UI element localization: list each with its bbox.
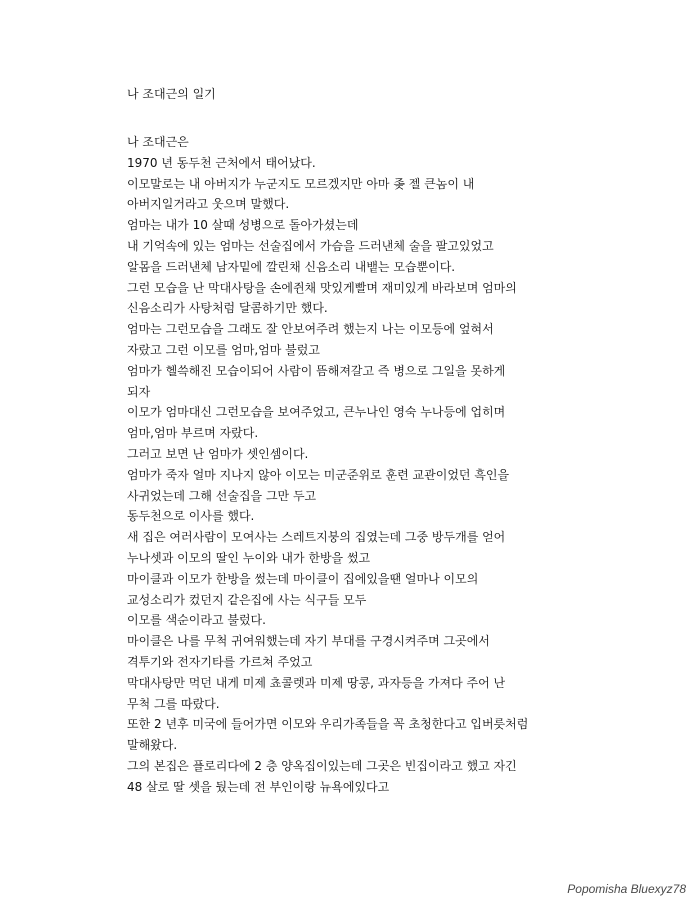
text-line: 알몸을 드러낸체 남자밑에 깔린채 신음소리 내뱉는 모습뿐이다. xyxy=(127,259,456,274)
text-line: 교성소리가 컸던지 같은집에 사는 식구들 모두 xyxy=(127,592,367,607)
text-line: 엄마는 내가 10 살때 성병으로 돌아가셨는데 xyxy=(127,218,359,233)
watermark: Popomisha Bluexyz78 xyxy=(567,882,686,896)
text-line: 신음소리가 사탕처럼 달콤하기만 했다. xyxy=(127,301,328,316)
text-line: 이모말로는 내 아버지가 누군지도 모르겠지만 아마 좆 젤 큰놈이 내 xyxy=(127,176,475,191)
document-title: 나 조대근의 일기 xyxy=(127,87,216,101)
text-line: 막대사탕만 먹던 내게 미제 쵸콜렛과 미제 땅콩, 과자등을 가져다 주어 난 xyxy=(127,675,506,690)
text-line: 되자 xyxy=(127,384,151,399)
text-line: 마이클과 이모가 한방을 썼는데 마이클이 집에있을땐 얼마나 이모의 xyxy=(127,571,479,586)
text-line: 엄마는 그런모습을 그래도 잘 안보여주려 했는지 나는 이모등에 엎혀서 xyxy=(127,322,494,337)
text-line: 동두천으로 이사를 했다. xyxy=(127,509,255,524)
text-line: 엄마가 헬쓱해진 모습이되어 사람이 뜸해져갈고 즉 병으로 그일을 못하게 xyxy=(127,363,506,378)
text-line: 엄마,엄마 부르며 자랐다. xyxy=(127,426,259,441)
text-line: 누나셋과 이모의 딸인 누이와 내가 한방을 썼고 xyxy=(127,550,371,565)
text-line: 이모를 색순이라고 불렀다. xyxy=(127,613,266,628)
text-line: 내 기억속에 있는 엄마는 선술집에서 가슴을 드러낸체 술을 팔고있었고 xyxy=(127,238,494,253)
text-line: 무척 그를 따랐다. xyxy=(127,696,220,711)
text-line: 또한 2 년후 미국에 들어가면 이모와 우리가족들을 꼭 초청한다고 입버릇처럼 xyxy=(127,717,529,732)
text-line: 1970 년 동두천 근처에서 태어났다. xyxy=(127,155,316,170)
text-line: 격투기와 전자기타를 가르쳐 주었고 xyxy=(127,654,313,669)
text-line: 이모가 엄마대신 그런모습을 보여주었고, 큰누나인 영숙 누나등에 업히며 xyxy=(127,405,506,420)
text-line: 48 살로 딸 셋을 뒀는데 전 부인이랑 뉴욕에있다고 xyxy=(127,779,390,794)
text-line: 마이클은 나를 무척 귀여워했는데 자기 부대를 구경시켜주며 그곳에서 xyxy=(127,634,490,649)
text-line: 자랐고 그런 이모를 엄마,엄마 불렀고 xyxy=(127,342,320,357)
text-line: 아버지일거라고 웃으며 말했다. xyxy=(127,197,290,212)
text-line: 그러고 보면 난 엄마가 셋인셈이다. xyxy=(127,446,309,461)
text-line: 새 집은 여러사람이 모여사는 스레트지붕의 집였는데 그중 방두개를 얻어 xyxy=(127,530,506,545)
text-line: 그런 모습을 난 막대사탕을 손에쥔채 맛있게빨며 재미있게 바라보며 엄마의 xyxy=(127,280,517,295)
text-line: 엄마가 죽자 얼마 지나지 않아 이모는 미군준위로 훈련 교관이었던 흑인을 xyxy=(127,467,510,482)
text-line: 나 조대근은 xyxy=(127,135,189,149)
document-body xyxy=(127,132,577,798)
text-line: 말해왔다. xyxy=(127,738,178,753)
text-line: 그의 본집은 플로리다에 2 층 양옥집이있는데 그곳은 빈집이라고 했고 자긴 xyxy=(127,758,517,773)
text-line: 사귀었는데 그해 선술집을 그만 두고 xyxy=(127,488,317,503)
